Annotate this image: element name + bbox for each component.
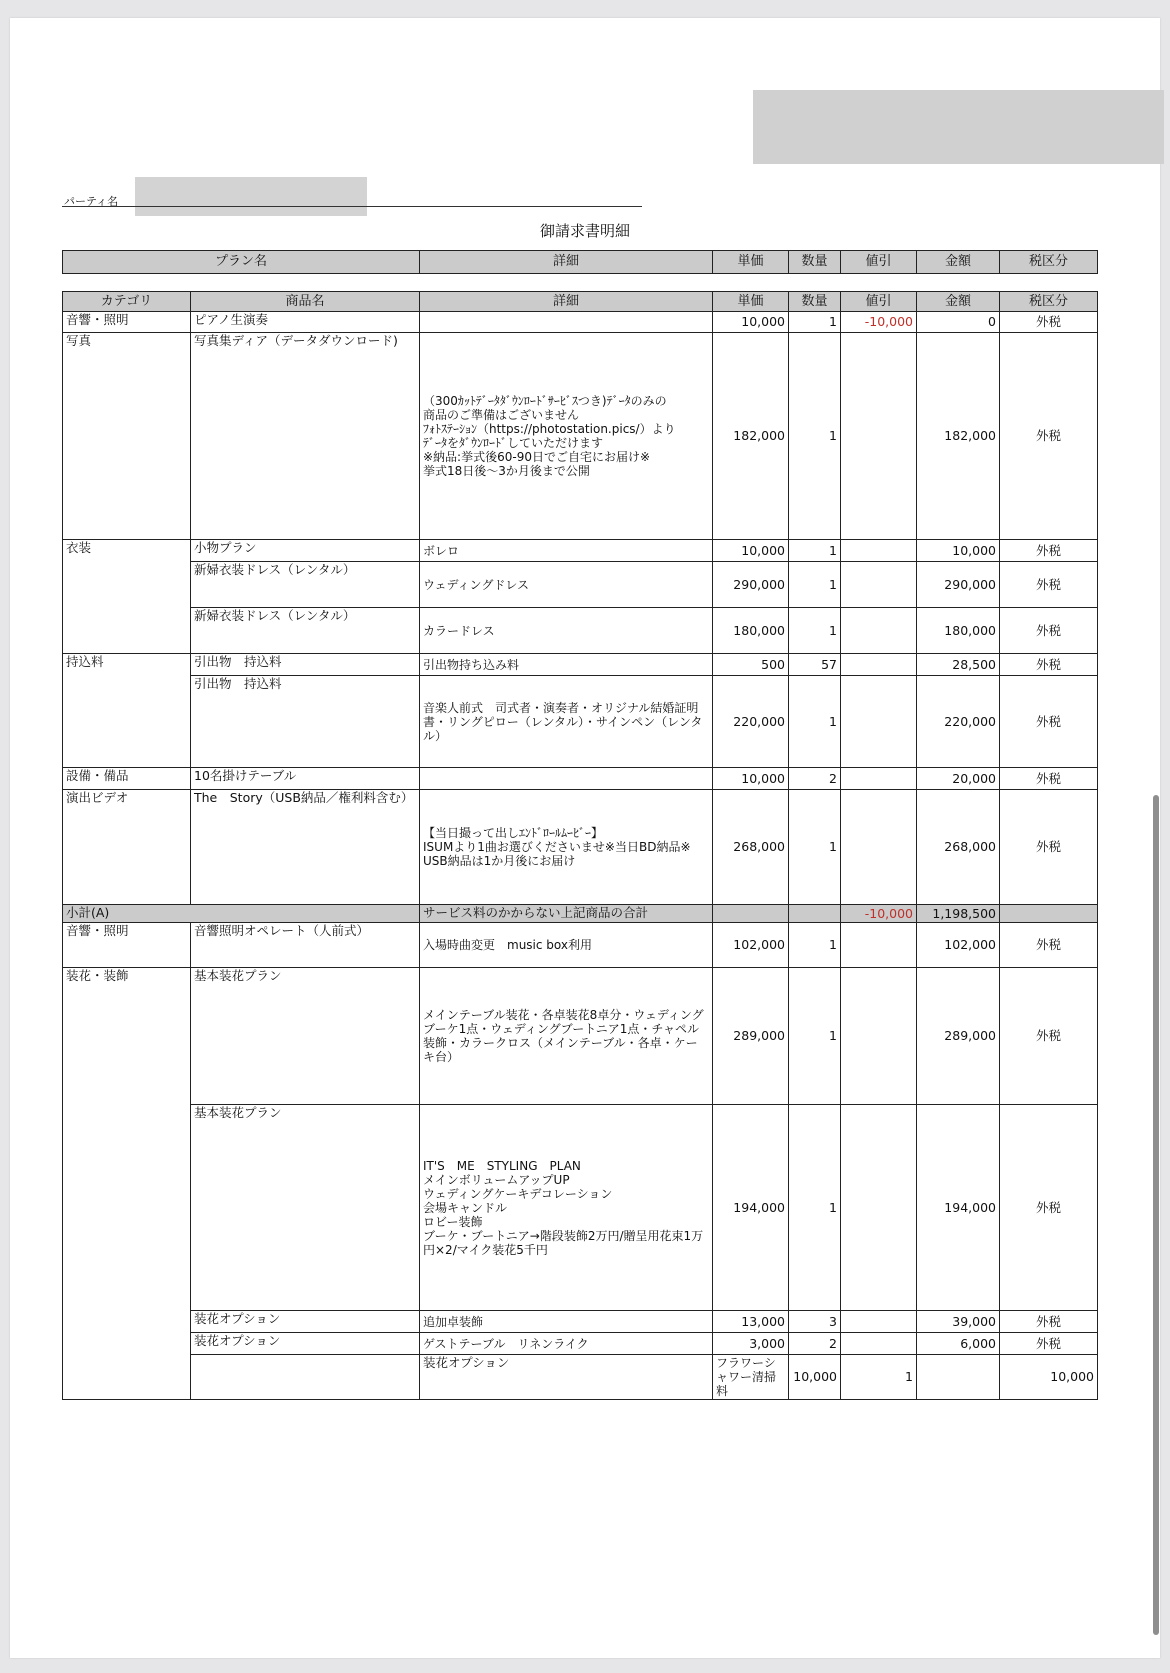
header-detail: 詳細 (420, 251, 713, 274)
tax-type-cell: 外税 (1000, 968, 1098, 1105)
unit-price-cell: 102,000 (713, 923, 789, 968)
detail-cell: ゲストテーブル リネンライク (420, 1333, 713, 1355)
discount-cell (841, 1311, 917, 1333)
discount-cell (841, 923, 917, 968)
table-row (63, 540, 1098, 562)
quantity-cell: 1 (789, 968, 841, 1105)
discount-cell (841, 1105, 917, 1311)
table-row (63, 1311, 1098, 1333)
quantity-cell: 1 (789, 790, 841, 905)
tax-type-cell: 外税 (1000, 790, 1098, 905)
amount-cell: 10,000 (1000, 1355, 1098, 1400)
tax-type-cell: 外税 (1000, 540, 1098, 562)
header-amount: 金額 (917, 251, 1000, 274)
product-name-cell: The Story（USB納品／権利料含む） (191, 790, 420, 905)
amount-cell: 289,000 (917, 968, 1000, 1105)
amount-cell: 180,000 (917, 608, 1000, 654)
product-name-cell: 引出物 持込料 (191, 654, 420, 676)
header-discount: 値引 (841, 292, 917, 312)
header-plan-name: プラン名 (63, 251, 420, 274)
detail-cell (420, 768, 713, 790)
category-cell: 写真 (63, 333, 191, 540)
table-row (63, 562, 1098, 608)
amount-cell: 39,000 (917, 1311, 1000, 1333)
tax-type-cell: 外税 (1000, 923, 1098, 968)
table-row (63, 1105, 1098, 1311)
quantity-cell: 2 (789, 1333, 841, 1355)
product-name-cell: 引出物 持込料 (191, 676, 420, 768)
table-row (63, 654, 1098, 676)
product-name-cell: 写真集ディア（データダウンロード) (191, 333, 420, 540)
amount-cell: 220,000 (917, 676, 1000, 768)
table-row (63, 1355, 1098, 1400)
unit-price-cell: 500 (713, 654, 789, 676)
scrollbar-thumb[interactable] (1153, 795, 1159, 1635)
unit-price-cell: 289,000 (713, 968, 789, 1105)
table-row (63, 768, 1098, 790)
category-cell: 装花・装飾 (63, 968, 191, 1400)
amount-cell: 182,000 (917, 333, 1000, 540)
quantity-cell: 1 (789, 608, 841, 654)
detail-cell: カラードレス (420, 608, 713, 654)
detail-cell: 追加卓装飾 (420, 1311, 713, 1333)
discount-cell (841, 608, 917, 654)
discount-cell (841, 968, 917, 1105)
detail-cell: IT'S ME STYLING PLAN メインボリュームアップUP ウェディングケーキデコレーション 会場キャンドル ロビー装飾 ブーケ・ブートニア→階段装飾2万円/贈呈用花束1万円×2/マイク装花5千円 (420, 1105, 713, 1311)
tax-type-cell: 外税 (1000, 1105, 1098, 1311)
discount-cell (917, 1355, 1000, 1400)
quantity-cell: 1 (789, 333, 841, 540)
header-amount: 金額 (917, 292, 1000, 312)
unit-price-cell: 10,000 (713, 540, 789, 562)
header-product-name: 商品名 (191, 292, 420, 312)
tax-type-cell: 外税 (1000, 768, 1098, 790)
tax-type-cell: 外税 (1000, 333, 1098, 540)
unit-price-cell: 10,000 (713, 768, 789, 790)
subtotal-discount: -10,000 (841, 905, 917, 923)
product-name-cell: 装花オプション (191, 1311, 420, 1333)
tax-type-cell: 外税 (1000, 676, 1098, 768)
discount-cell (841, 540, 917, 562)
subtotal-label: 小計(A) (63, 905, 420, 923)
header-discount: 値引 (841, 251, 917, 274)
redacted-block-header (753, 90, 1164, 164)
table-row (63, 676, 1098, 768)
table-row (63, 608, 1098, 654)
detail-cell: フラワーシャワー清掃料 (713, 1355, 789, 1400)
product-name-cell: 基本装花プラン (191, 1105, 420, 1311)
tax-type-cell: 外税 (1000, 1333, 1098, 1355)
amount-cell: 268,000 (917, 790, 1000, 905)
tax-type-cell: 外税 (1000, 562, 1098, 608)
product-name-cell: 10名掛けテーブル (191, 768, 420, 790)
header-quantity: 数量 (789, 251, 841, 274)
redacted-party-name (135, 177, 367, 216)
product-name-cell: 新婦衣装ドレス（レンタル） (191, 608, 420, 654)
detail-cell (420, 312, 713, 333)
plan-header-row (63, 251, 1098, 274)
unit-price-cell: 290,000 (713, 562, 789, 608)
tax-type-cell: 外税 (1000, 654, 1098, 676)
item-table (62, 291, 1098, 1400)
category-cell: 持込料 (63, 654, 191, 768)
table-row (63, 333, 1098, 540)
amount-cell: 20,000 (917, 768, 1000, 790)
discount-cell (841, 1333, 917, 1355)
unit-price-cell: 13,000 (713, 1311, 789, 1333)
detail-cell: ボレロ (420, 540, 713, 562)
quantity-cell: 3 (789, 1311, 841, 1333)
header-unit-price: 単価 (713, 251, 789, 274)
category-cell: 設備・備品 (63, 768, 191, 790)
product-name-cell: 装花オプション (191, 1333, 420, 1355)
tax-type-cell: 外税 (1000, 312, 1098, 333)
product-name-cell: 基本装花プラン (191, 968, 420, 1105)
quantity-cell: 2 (789, 768, 841, 790)
header-tax-type: 税区分 (1000, 292, 1098, 312)
subtotal-amount: 1,198,500 (917, 905, 1000, 923)
amount-cell: 28,500 (917, 654, 1000, 676)
product-name-cell: 小物プラン (191, 540, 420, 562)
detail-cell: メインテーブル装花・各卓装花8卓分・ウェディングブーケ1点・ウェディングブートニア1点・チャペル装飾・カラークロス（メインテーブル・各卓・ケーキ台） (420, 968, 713, 1105)
quantity-cell: 1 (789, 923, 841, 968)
discount-cell (841, 790, 917, 905)
amount-cell: 6,000 (917, 1333, 1000, 1355)
table-row (63, 1333, 1098, 1355)
amount-cell: 290,000 (917, 562, 1000, 608)
unit-price-cell: 180,000 (713, 608, 789, 654)
detail-cell: 引出物持ち込み料 (420, 654, 713, 676)
unit-price-cell: 268,000 (713, 790, 789, 905)
party-name-label: パーティ名 (64, 195, 119, 208)
detail-cell: 【当日撮って出しｴﾝﾄﾞﾛｰﾙﾑｰﾋﾞｰ】 ISUMより1曲お選びくださいませ※当日BD納品※ USB納品は1か月後にお届け (420, 790, 713, 905)
subtotal-empty-cell (713, 905, 789, 923)
quantity-cell: 1 (789, 1105, 841, 1311)
quantity-cell: 1 (789, 540, 841, 562)
header-tax-type: 税区分 (1000, 251, 1098, 274)
category-cell: 衣装 (63, 540, 191, 654)
quantity-cell: 57 (789, 654, 841, 676)
amount-cell: 102,000 (917, 923, 1000, 968)
product-name-cell: ピアノ生演奏 (191, 312, 420, 333)
amount-cell: 0 (917, 312, 1000, 333)
header-quantity: 数量 (789, 292, 841, 312)
detail-cell: 入場時曲変更 music box利用 (420, 923, 713, 968)
category-cell: 音響・照明 (63, 923, 191, 968)
product-name-cell: 新婦衣装ドレス（レンタル） (191, 562, 420, 608)
discount-cell (841, 654, 917, 676)
product-name-cell: 装花オプション (420, 1355, 713, 1400)
header-unit-price: 単価 (713, 292, 789, 312)
quantity-cell: 1 (789, 676, 841, 768)
amount-cell: 194,000 (917, 1105, 1000, 1311)
amount-cell: 10,000 (917, 540, 1000, 562)
table-row (63, 312, 1098, 333)
subtotal-empty-cell (789, 905, 841, 923)
discount-cell (841, 562, 917, 608)
tax-type-cell: 外税 (1000, 1311, 1098, 1333)
detail-cell: ウェディングドレス (420, 562, 713, 608)
detail-cell: （300ｶｯﾄﾃﾞｰﾀﾀﾞｳﾝﾛｰﾄﾞｻｰﾋﾞｽつき)ﾃﾞｰﾀのみの 商品のご準備はございません ﾌｫﾄｽﾃｰｼｮﾝ（https://photostation.pics/）より ﾃﾞｰﾀをﾀﾞｳﾝﾛｰﾄﾞしていただけます ※納品:挙式後60-90日でご自宅にお届け※ 挙式18日後～3か月後まで公開 (420, 333, 713, 540)
subtotal-empty-cell (1000, 905, 1098, 923)
table-row (63, 968, 1098, 1105)
discount-cell (841, 333, 917, 540)
tax-type-cell: 外税 (1000, 608, 1098, 654)
discount-cell (841, 676, 917, 768)
table-row (63, 790, 1098, 905)
quantity-cell: 1 (789, 562, 841, 608)
unit-price-cell: 10,000 (789, 1355, 841, 1400)
unit-price-cell: 3,000 (713, 1333, 789, 1355)
document-title: 御請求書明細 (539, 222, 630, 240)
discount-cell: -10,000 (841, 312, 917, 333)
category-cell (191, 1355, 420, 1400)
unit-price-cell: 194,000 (713, 1105, 789, 1311)
table-row (63, 923, 1098, 968)
unit-price-cell: 220,000 (713, 676, 789, 768)
subtotal-detail: サービス料のかからない上記商品の合計 (420, 905, 713, 923)
product-name-cell: 音響照明オペレート（人前式） (191, 923, 420, 968)
unit-price-cell: 182,000 (713, 333, 789, 540)
quantity-cell: 1 (841, 1355, 917, 1400)
subtotal-row (63, 905, 1098, 923)
unit-price-cell: 10,000 (713, 312, 789, 333)
category-cell: 演出ビデオ (63, 790, 191, 905)
plan-table (62, 250, 1098, 274)
header-detail: 詳細 (420, 292, 713, 312)
item-header-row (63, 292, 1098, 312)
category-cell: 音響・照明 (63, 312, 191, 333)
header-category: カテゴリ (63, 292, 191, 312)
quantity-cell: 1 (789, 312, 841, 333)
discount-cell (841, 768, 917, 790)
detail-cell: 音楽人前式 司式者・演奏者・オリジナル結婚証明書・リングピロー（レンタル）・サインペン（レンタル） (420, 676, 713, 768)
party-name-underline (62, 206, 642, 207)
